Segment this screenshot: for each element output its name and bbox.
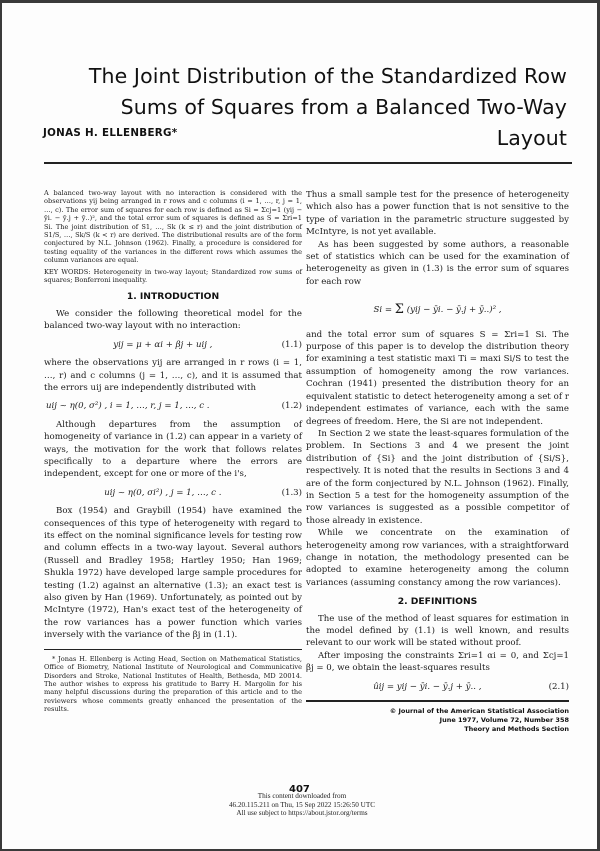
- right-column: [306, 189, 569, 735]
- equation-1-1: [44, 339, 302, 351]
- paragraph: Box (1954) and Graybill (1954) have examined the consequences of this type of heterogeneity with regard to its effect on the nominal significance levels for testing row and column effects in a two-way layout. Several authors (Russell and Bradley 1958; Hartley 1950; Han 1969; Shukla 1972) have developed large sample procedures for testing (1.2) against an alternative (1.3); an exact test is also given by Han (1969). Unfortunately, as pointed out by McIntyre (1972), Han's exact test of the heterogeneity of the row variances has a power function which varies inversely with the variance of the βj in (1.1).: [44, 506, 302, 641]
- download-terms-link[interactable]: All use subject to https://about.jstor.org/terms: [236, 809, 368, 818]
- title-line-2: Sums of Squares from a Balanced Two-Way Layout: [120, 95, 567, 150]
- paragraph: Thus a small sample test for the presence of heterogeneity which also has a power function that is not sensitive to the type of variation in the parametric structure suggested by McIntyre, is not yet available.: [306, 190, 569, 238]
- journal-info: [306, 707, 569, 735]
- page-number: 407: [289, 784, 310, 795]
- equation-rhs: (yij − ȳi. − ȳ.j + ȳ..)² ,: [406, 305, 502, 316]
- paragraph: In Section 2 we state the least-squares formulation of the problem. In Sections 3 and 4 we present the joint distribution of {Si} and the joint distribution of {Si/S}, respectively. It is noted that the results in Sections 3 and 4 are of the form conjectured by N.L. Johnson (1962). Finally, in Section 5 a test for the homogeneity assumption of the row variances is suggested as a possible competitor of those already in existence.: [306, 428, 569, 526]
- title-line-1: The Joint Distribution of the Standardized Row: [88, 64, 567, 88]
- paragraph: where the observations yij are arranged in r rows (i = 1, …, r) and c columns (j = 1, …, c), and it is assumed that the errors uij are independently distributed with: [44, 358, 302, 393]
- section-heading-definitions: 2. DEFINITIONS: [397, 596, 478, 608]
- journal-issue: June 1977, Volume 72, Number 358: [439, 715, 569, 724]
- paragraph: While we concentrate on the examination of heterogeneity among row variances, with a straightforward change in notation, the methodology presented can be adopted to examine heterogeneity among the column variances (assuming constancy among the row variances).: [306, 528, 569, 588]
- equation-body: ûij = yij − ȳi. − ȳ.j + ȳ.. ,: [373, 681, 482, 692]
- paragraph: and the total error sum of squares S = Σri=1 Si. The purpose of this paper is to develop the distribution theory for examining a test statistic maxi Ti = maxi Si/S to test the assumption of homogeneity among the row variances. Cochran (1941) presented the distribution theory for an equivalent statistic to detect heterogeneity among a set of r independent estimates of variance, each with the same degrees of freedom. Here, the Si are not independent.: [306, 329, 569, 427]
- equation-body: uij ~ η(0, σ²) , i = 1, …, r, j = 1, …, c .: [46, 401, 210, 412]
- equation-number: (1.1): [281, 339, 302, 350]
- download-notice: [152, 792, 452, 818]
- keywords: [44, 268, 302, 285]
- equation-2-1: [306, 681, 569, 693]
- abstract: A balanced two-way layout with no interaction is considered with the observations yij being arranged in r rows and c columns (i = 1, …, r, j = 1, …, c). The error sum of squares for each row is defined as Si = Σcj=1 (yij − ȳi. − ȳ.j + ȳ..)², and the total error sum of squares is defined as S = Σri=1 Si. The joint distribution of S1, …, Sk (k ≤ r) and the joint distribution of S1/S, …, Sk/S (k < r) are derived. The distributional results are of the form conjectured by N.L. Johnson (1962). Finally, a procedure is considered for testing equality of the variances in the different rows which assumes the column variances are equal.: [44, 189, 302, 265]
- equation-row-ss: [306, 304, 569, 316]
- download-line-1: This content downloaded from: [257, 792, 347, 800]
- equation-1-2: [44, 400, 302, 412]
- equation-1-3: [44, 487, 302, 499]
- author-footnote: * Jonas H. Ellenberg is Acting Head, Section on Mathematical Statistics, Office of Biometry, National Institute of Neurological and Communicative Disorders and Stroke, National Institutes of Health, Bethesda, MD 20014. The author wishes to express his gratitude to Barry H. Margolin for his many helpful discussions during the preparation of this article and to the reviewers whose comments greatly enhanced the presentation of the results.: [44, 655, 302, 713]
- paragraph: The use of the method of least squares for estimation in the model defined by (1.1) is well known, and results relevant to our work will be stated without proof.: [306, 613, 569, 649]
- paper-page: [2, 3, 597, 849]
- equation-number: (1.2): [281, 401, 302, 412]
- equation-body: uij ~ η(0, σi²) , j = 1, …, c .: [104, 487, 222, 498]
- paragraph: Although departures from the assumption of homogeneity of variance in (1.2) can appear in a variety of ways, the motivation for the work that follows relates specifically to a departure where the errors are independent, except for one or more of the i's,: [44, 419, 302, 480]
- keywords-label: KEY WORDS:: [44, 267, 91, 276]
- equation-number: (2.1): [548, 681, 569, 692]
- equation-lhs: Si =: [373, 305, 393, 316]
- paragraph: We consider the following theoretical model for the balanced two-way layout with no interaction:: [44, 308, 302, 332]
- equation-number: (1.3): [281, 487, 302, 498]
- paragraph: After imposing the constraints Σri=1 αi = 0, and Σcj=1 βj = 0, we obtain the least-squares results: [306, 650, 569, 674]
- author-name: JONAS H. ELLENBERG*: [43, 127, 178, 139]
- footnote-rule: [44, 649, 302, 651]
- left-column: [44, 189, 302, 713]
- journal-name: © Journal of the American Statistical Association: [389, 706, 569, 715]
- header-rule: [44, 162, 572, 164]
- download-line-2: 46.20.115.211 on Thu, 15 Sep 2022 15:26:50 UTC: [228, 800, 376, 809]
- keywords-text: Heterogeneity in two-way layout; Standardized row sums of squares; Bonferroni inequality.: [44, 267, 302, 285]
- article-title: [47, 61, 567, 154]
- paragraph: As has been suggested by some authors, a reasonable set of statistics which can be used for the examination of heterogeneity as given in (1.3) is the error sum of squares for each row: [306, 239, 569, 287]
- summation-sign: Σ: [394, 302, 404, 318]
- section-heading-introduction: 1. INTRODUCTION: [126, 291, 220, 303]
- journal-rule: [306, 700, 569, 702]
- equation-body: yij = μ + αi + βj + uij ,: [113, 339, 213, 350]
- journal-section: Theory and Methods Section: [464, 725, 569, 734]
